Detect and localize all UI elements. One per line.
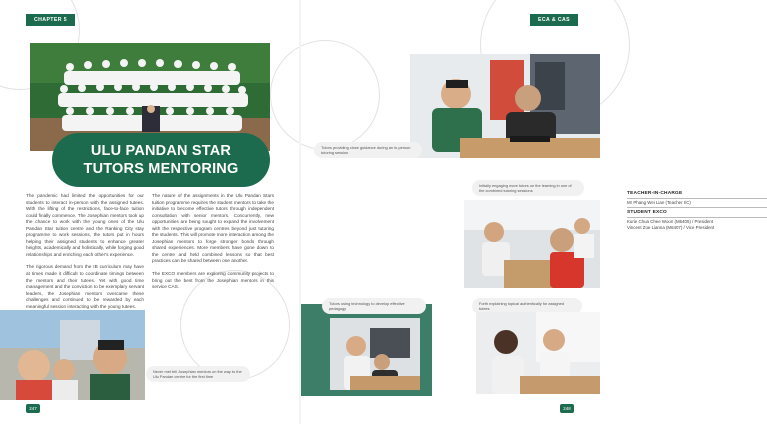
exco-member: Vincent Zoe Lianna (M6407) / Vice President	[627, 224, 715, 230]
explaining-photo	[476, 312, 600, 394]
page-number: 247	[26, 404, 40, 413]
teacher-name: Mr Phang Wei Lian (Teacher I/C)	[627, 200, 691, 206]
photo-caption: Initially engaging more tutors on the learning in one of the combined tutoring sessions	[472, 180, 584, 196]
body-paragraph: The EXCO members are exploring community projects to bring out the best from the Josephian mentors in this service CAS.	[152, 271, 274, 290]
combined-session-photo	[464, 200, 600, 288]
right-page	[300, 0, 715, 424]
title-line-2: TUTORS MENTORING	[83, 161, 239, 177]
teacher-heading: TEACHER-IN-CHARGE	[627, 191, 683, 196]
photo-caption: Tutors providing close guidance during an in-person tutoring session	[314, 142, 422, 158]
title-line-1: ULU PANDAN STAR	[90, 143, 232, 159]
body-paragraph: The nature of the assignments in the Ulu Pandan Stars tuition programme requires the student mentors to take the initiative to become effective tutors through independent consultation with senior mentors. Concurrently, new opportunities are being sought to expand the involvement with the respective program centres beyond just tutoring the students. This will promote more interaction among the Josephian mentors to forge stronger bonds through shared experiences. More members have gone down to the centre and held combined lessons so that best practices can be shared between one another.	[152, 193, 274, 264]
contact-info-block	[627, 191, 767, 231]
photo-caption: Tutors using technology to develop effective pedagogy	[322, 298, 426, 314]
divider	[627, 207, 767, 208]
article-title-banner	[52, 133, 270, 187]
chapter-tab: CHAPTER 5	[26, 14, 75, 26]
page-number: 248	[560, 404, 574, 413]
section-tab: ECA & CAS	[530, 14, 578, 26]
photo-caption: Forth explaining topical authentically for assigned tutees	[472, 298, 582, 314]
left-page	[0, 0, 300, 424]
tutoring-photo	[410, 54, 600, 158]
exco-member: Kurie Chua Chee Woon (M6405) / President	[627, 218, 714, 224]
photo-caption: Never met fell Josephian mentors on the way to the Ulu Pandan centre for the first time	[146, 366, 250, 382]
body-column-2	[152, 193, 274, 297]
technology-photo	[330, 318, 420, 390]
exco-heading: STUDENT EXCO	[627, 209, 667, 215]
divider	[627, 217, 767, 218]
divider	[627, 198, 767, 199]
body-paragraph: The rigorous demand from the IB curriculum may have at times made it difficult to coordinate timings between the mentors and their tutees. Yet with good time management and the conviction to be exemplary servant leaders, the Josephian mentors overcame these challenges and continued to be rewarded by each meaningful session interacting with the young tutees.	[26, 264, 144, 309]
book-spine	[299, 0, 301, 424]
body-paragraph: The pandemic had limited the opportunities for our students to interact in-person with the assigned tutees. With the lifting of the restrictions, face-to-face tuition could finally commence. The Josephian mentors took up the chance to work with the young ones of the Ulu Pandan Star tuition centre and the Ranking City stay programme to work sessions, the tutors put in hours helping their assigned students to enhance greater heights, academically and holistically, while forging good relationships and enriching each other's experience.	[26, 193, 144, 257]
selfie-photo	[0, 310, 145, 400]
body-column-1	[26, 193, 144, 316]
